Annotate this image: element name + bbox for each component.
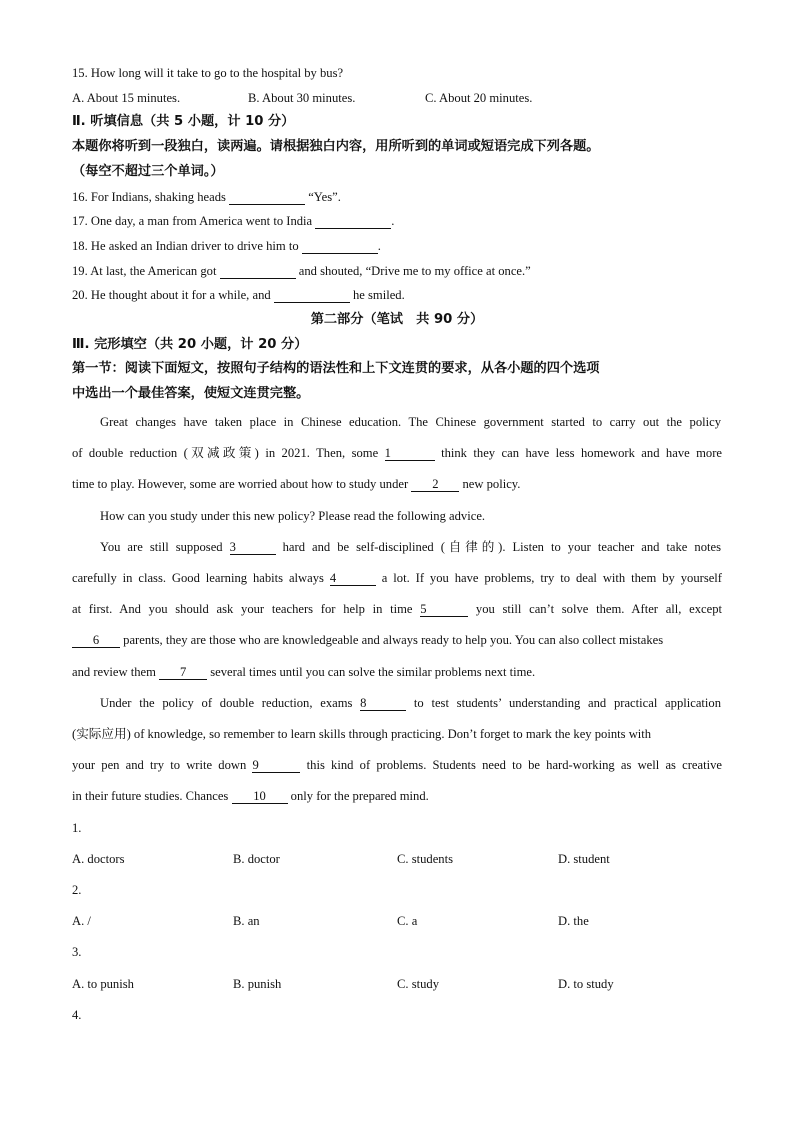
passage-p1-line2	[72, 444, 722, 462]
passage-p3-line1	[100, 538, 721, 556]
blank-6[interactable]: 6	[72, 633, 120, 648]
item-19-blank[interactable]	[220, 264, 296, 279]
q15-option-a: A. About 15 minutes.	[72, 91, 181, 105]
passage-text: in their future studies. Chances	[72, 789, 229, 803]
passage-p3-line2	[72, 569, 722, 587]
passage-text: only for the prepared mind.	[290, 789, 429, 803]
question-1-option-c[interactable]: C. students	[397, 852, 453, 866]
question-4-number: 4.	[72, 1008, 82, 1022]
blank-1[interactable]: 1	[385, 446, 435, 461]
item-17	[72, 212, 394, 230]
passage-text: you still can’t solve them. After all, except	[475, 602, 723, 616]
section2-instruction-line1: 本题你将听到一段独白，读两遍。请根据独白内容，用所听到的单词或短语完成下列各题。	[72, 139, 600, 154]
section2-heading: Ⅱ. 听填信息（共 5 小题，计 10 分）	[72, 114, 295, 129]
item-18	[72, 237, 381, 255]
blank-8[interactable]: 8	[360, 696, 406, 711]
passage-p1-line3	[72, 475, 520, 493]
passage-p4-line4	[72, 787, 429, 805]
item-19	[72, 262, 531, 280]
passage-text: your pen and try to write down	[72, 758, 247, 772]
item-18-blank[interactable]	[302, 239, 378, 254]
blank-5[interactable]: 5	[420, 602, 468, 617]
question-3-option-d[interactable]: D. to study	[558, 977, 614, 991]
question-3-option-b[interactable]: B. punish	[233, 977, 282, 991]
passage-text: and review them	[72, 665, 156, 679]
passage-p4-line3	[72, 756, 722, 774]
passage-text: of double reduction (双减政策) in 2021. Then, some	[72, 446, 379, 460]
passage-p3-line3	[72, 600, 722, 618]
item-17-after: .	[391, 214, 395, 228]
passage-p3-line4	[72, 631, 663, 649]
passage-text: to test students’ understanding and practical application	[413, 696, 722, 710]
item-20-after: he smiled.	[352, 288, 405, 302]
part2-title: 第二部分（笔试 共 90 分）	[310, 312, 484, 327]
passage-p4-line2: (实际应用) of knowledge, so remember to learn skills through practicing. Don’t forget to mark the key points with	[72, 727, 652, 741]
question-2-number: 2.	[72, 883, 82, 897]
section3-heading: Ⅲ. 完形填空（共 20 小题，计 20 分）	[72, 337, 308, 352]
blank-9[interactable]: 9	[252, 758, 300, 773]
question-3-option-c[interactable]: C. study	[397, 977, 439, 991]
item-18-text: 18. He asked an Indian driver to drive him to	[72, 239, 299, 253]
blank-2[interactable]: 2	[411, 477, 459, 492]
passage-text: carefully in class. Good learning habits always	[72, 571, 324, 585]
question-3-option-a[interactable]: A. to punish	[72, 977, 134, 991]
passage-text: hard and be self-disciplined (自律的). Listen to your teacher and take notes	[282, 540, 721, 554]
item-20-text: 20. He thought about it for a while, and	[72, 288, 271, 302]
item-20-blank[interactable]	[274, 288, 350, 303]
question-1-option-d[interactable]: D. student	[558, 852, 610, 866]
passage-p3-line5	[72, 663, 535, 681]
question-2-option-a[interactable]: A. /	[72, 914, 91, 928]
question-1-option-b[interactable]: B. doctor	[233, 852, 280, 866]
item-16-after: “Yes”.	[308, 190, 341, 204]
question-1-number: 1.	[72, 821, 82, 835]
blank-4[interactable]: 4	[330, 571, 376, 586]
section2-instruction-line2: （每空不超过三个单词。）	[72, 164, 224, 179]
passage-p4-line1	[100, 694, 721, 712]
item-18-after: .	[377, 239, 381, 253]
blank-7[interactable]: 7	[159, 665, 207, 680]
blank-3[interactable]: 3	[230, 540, 276, 555]
q15-option-b: B. About 30 minutes.	[248, 91, 356, 105]
item-16-text: 16. For Indians, shaking heads	[72, 190, 226, 204]
passage-text: several times until you can solve the similar problems next time.	[210, 665, 536, 679]
item-19-text: 19. At last, the American got	[72, 264, 217, 278]
question-3-number: 3.	[72, 945, 82, 959]
question-1-option-a[interactable]: A. doctors	[72, 852, 125, 866]
passage-text: time to play. However, some are worried about how to study under	[72, 477, 409, 491]
passage-p1-line1: Great changes have taken place in Chinese education. The Chinese government started to carry out the policy	[100, 415, 721, 429]
item-20	[72, 286, 405, 304]
passage-text: parents, they are those who are knowledgeable and always ready to help you. You can also collect mistakes	[123, 633, 664, 647]
item-16-blank[interactable]	[229, 190, 305, 205]
passage-text: new policy.	[462, 477, 521, 491]
passage-p2: How can you study under this new policy? Please read the following advice.	[100, 509, 486, 523]
passage-text: Under the policy of double reduction, exams	[100, 696, 353, 710]
question-2-option-b[interactable]: B. an	[233, 914, 260, 928]
q15-option-c: C. About 20 minutes.	[425, 91, 533, 105]
question-2-option-d[interactable]: D. the	[558, 914, 589, 928]
section3-instruction-line1: 第一节：阅读下面短文，按照句子结构的语法性和上下文连贯的要求，从各小题的四个选项	[72, 361, 600, 376]
item-16	[72, 188, 341, 206]
passage-text: think they can have less homework and have more	[441, 446, 723, 460]
passage-text: a lot. If you have problems, try to deal with them by yourself	[381, 571, 722, 585]
section3-instruction-line2: 中选出一个最佳答案，使短文连贯完整。	[72, 386, 310, 401]
question-2-option-c[interactable]: C. a	[397, 914, 418, 928]
item-17-text: 17. One day, a man from America went to India	[72, 214, 313, 228]
passage-text: this kind of problems. Students need to be hard-working as well as creative	[306, 758, 722, 772]
passage-text: You are still supposed	[100, 540, 223, 554]
passage-text: at first. And you should ask your teachers for help in time	[72, 602, 413, 616]
item-19-after: and shouted, “Drive me to my office at once.”	[298, 264, 531, 278]
q15-question: 15. How long will it take to go to the hospital by bus?	[72, 66, 344, 80]
blank-10[interactable]: 10	[232, 789, 288, 804]
item-17-blank[interactable]	[315, 214, 391, 229]
